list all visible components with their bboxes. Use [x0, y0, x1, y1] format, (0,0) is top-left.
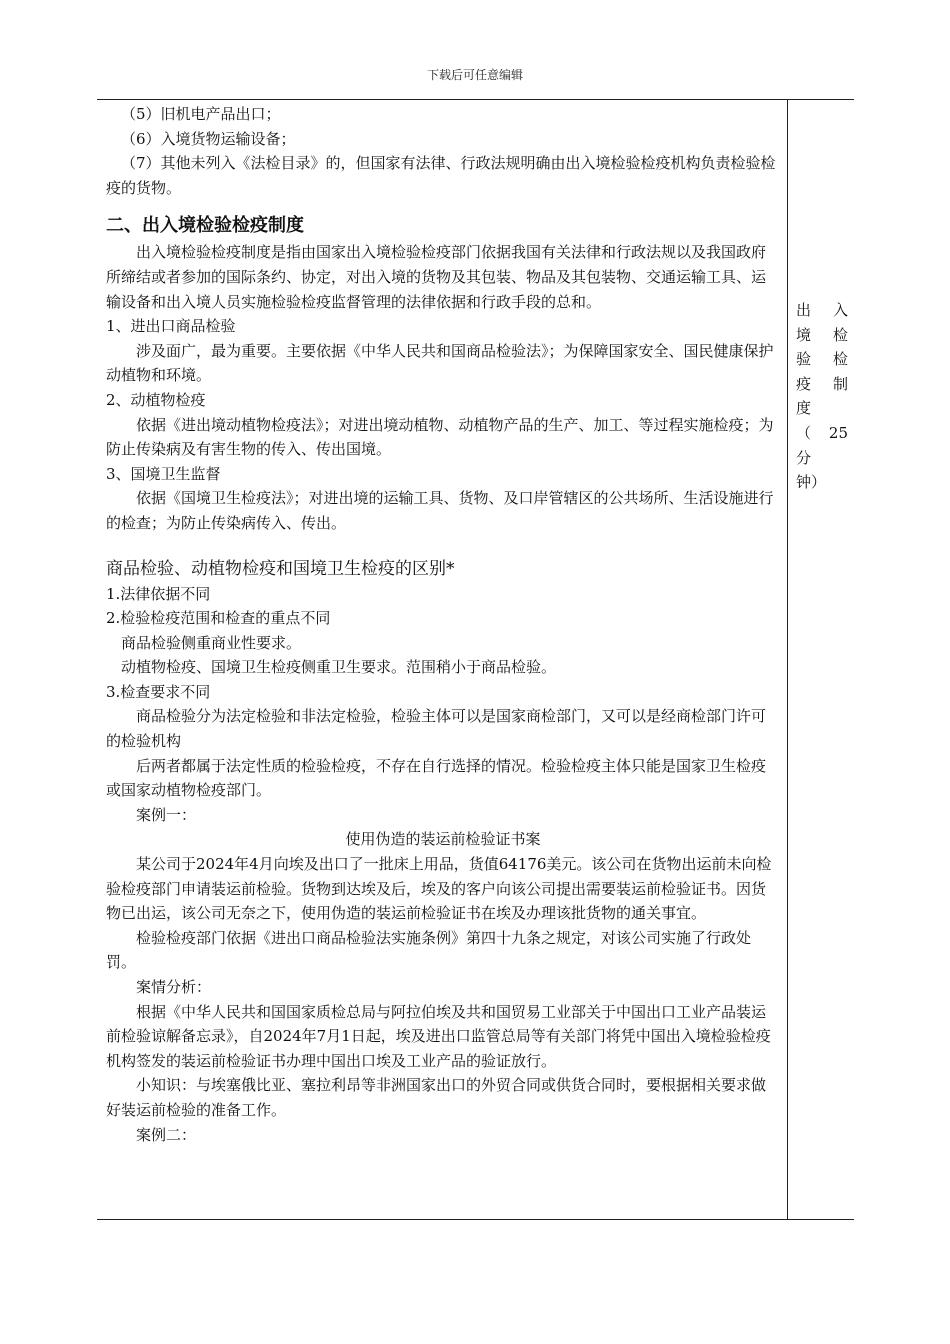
paragraph: 涉及面广，最为重要。主要依据《中华人民共和国商品检验法》；为保障国家安全、国民健康保护动植物和环境。 [106, 341, 774, 385]
section-heading: 商品检验、动植物检疫和国境卫生检疫的区别* [106, 558, 455, 579]
subheading: 1、进出口商品检验 [106, 317, 236, 336]
paragraph: 检验检疫部门依据《进出口商品检验法实施条例》第四十九条之规定，对该公司实施了行政处罚。 [106, 928, 752, 972]
side-note-line: 度 [796, 399, 812, 418]
main-content-cell [106, 102, 780, 1147]
paragraph: 小知识：与埃塞俄比亚、塞拉利昂等非洲国家出口的外贸合同或供货合同时，要根据相关要求做好装运前检验的准备工作。 [106, 1076, 767, 1119]
side-note-line: （ 25 [796, 423, 848, 442]
case-label: 案例一： [136, 805, 197, 824]
table-bottom-border [97, 1219, 854, 1220]
paragraph: 动植物检疫、国境卫生检疫侧重卫生要求。范围稍小于商品检验。 [121, 658, 557, 677]
list-item: （7）其他未列入《法检目录》的，但国家有法律、行政法规明确由出入境检验检疫机构负责检验检疫的货物。 [106, 154, 776, 197]
subheading: 3、国境卫生监督 [106, 464, 221, 483]
page-header: 下载后可任意编辑 [426, 68, 523, 82]
case-label: 案例二： [136, 1125, 197, 1144]
list-item: 1.法律依据不同 [106, 584, 211, 603]
list-item: （5）旧机电产品出口； [121, 105, 281, 123]
paragraph: 根据《中华人民共和国国家质检总局与阿拉伯埃及共和国贸易工业部关于中国出口工业产品装运前检验谅解备忘录》，自2024年7月1日起，埃及进出口监管总局等有关部门将凭中国出入境检验检疫机构签发的装运前检验证书办理中国出口埃及工业产品的验证放行。 [106, 1002, 771, 1070]
paragraph: 出入境检验检疫制度是指由国家出入境检验检疫部门依据我国有关法律和行政法规以及我国政府所缔结或者参加的国际条约、协定，对出入境的货物及其包装、物品及其包装物、交通运输工具、运输设备和出入境人员实施检验检疫监督管理的法律依据和行政手段的总和。 [106, 243, 767, 311]
side-note-line: 疫 制 [796, 374, 848, 393]
paragraph: 后两者都属于法定性质的检验检疫，不存在自行选择的情况。检验检疫主体只能是国家卫生检疫或国家动植物检疫部门。 [106, 756, 767, 800]
paragraph: 依据《进出境动植物检疫法》；对进出境动植物、动植物产品的生产、加工、等过程实施检疫；为防止传染病及有害生物的传入、传出国境。 [106, 415, 774, 459]
paragraph: 依据《国境卫生检疫法》；对进出境的运输工具、货物、及口岸管辖区的公共场所、生活设施进行的检查；为防止传染病传入、传出。 [106, 489, 774, 532]
list-item: （6）入境货物运输设备； [121, 129, 296, 148]
paragraph: 某公司于2024年4月向埃及出口了一批床上用品，货值64176美元。该公司在货物出运前未向检验检疫部门申请装运前检验。货物到达埃及后，埃及的客户向该公司提出需要装运前检验证书。因货物已出运，该公司无奈之下，使用伪造的装运前检验证书在埃及办理该批货物的通关事宜。 [106, 855, 772, 923]
list-item: 2.检验检疫范围和检查的重点不同 [106, 609, 331, 628]
case-analysis-label: 案情分析： [136, 978, 212, 996]
paragraph: 商品检验侧重商业性要求。 [121, 633, 302, 652]
side-note-line: 验 检 [796, 350, 848, 369]
case-title: 使用伪造的装运前检验证书案 [345, 830, 541, 849]
side-note-line: 分 [796, 448, 812, 467]
section-heading: 二、出入境检验检疫制度 [106, 215, 304, 237]
side-note-line: 出 入 [796, 301, 848, 319]
side-note-line: 钟） [796, 473, 827, 492]
list-item: 3.检查要求不同 [106, 682, 211, 701]
side-note-cell [796, 298, 848, 495]
table-top-border [97, 99, 854, 100]
side-note-line: 境 检 [796, 325, 848, 344]
subheading: 2、动植物检疫 [106, 390, 206, 409]
paragraph: 商品检验分为法定检验和非法定检验，检验主体可以是国家商检部门，又可以是经商检部门许可的检验机构 [106, 707, 767, 751]
column-divider [787, 99, 788, 1219]
